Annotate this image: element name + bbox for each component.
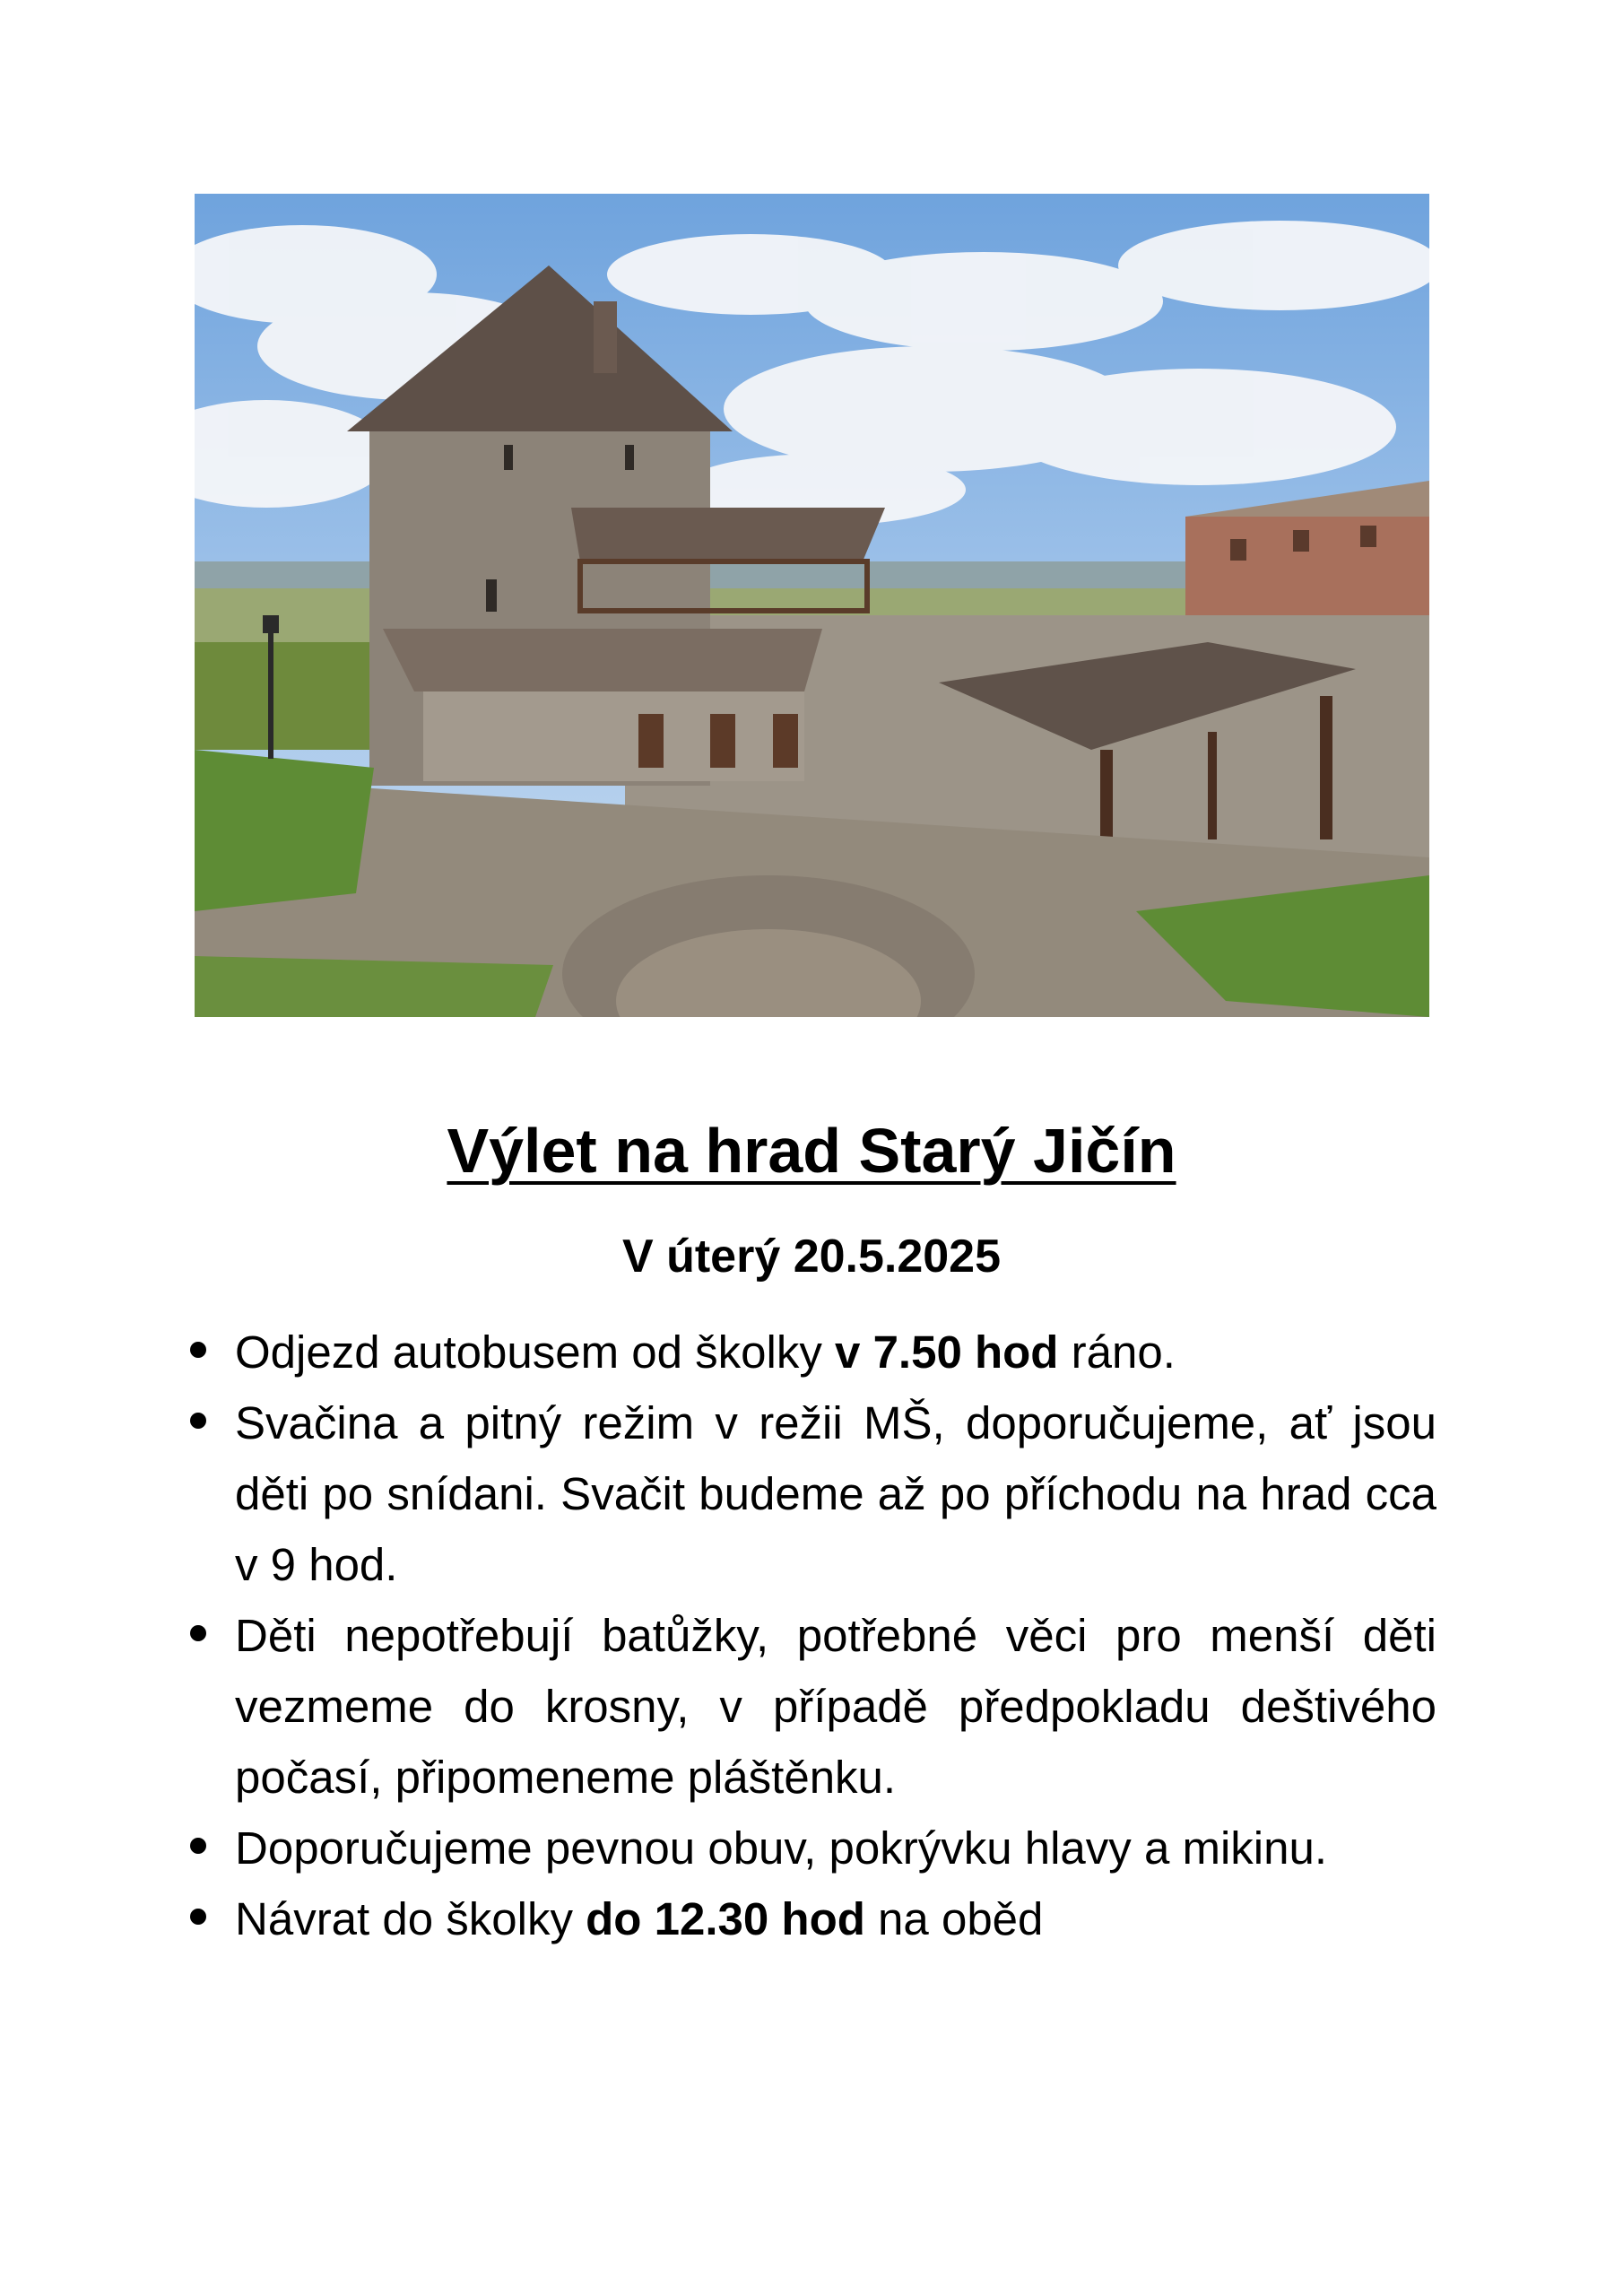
list-item <box>235 1317 1436 1387</box>
bullet-dot-icon <box>190 1838 206 1854</box>
list-item-text: ráno. <box>1058 1326 1176 1378</box>
flyer-date: V úterý 20.5.2025 <box>621 1231 1002 1283</box>
castle-photo <box>195 194 1429 1017</box>
list-item <box>235 1813 1436 1883</box>
bullet-dot-icon <box>190 1909 206 1925</box>
list-item-text: Návrat do školky <box>235 1893 586 1944</box>
list-item <box>235 1387 1436 1600</box>
list-item-text: Doporučujeme pevnou obuv, pokrývku hlavy a mikinu. <box>235 1822 1328 1874</box>
bullet-dot-icon <box>190 1342 206 1358</box>
bullet-dot-icon <box>190 1413 206 1429</box>
list-item-text: Odjezd autobusem od školky <box>235 1326 836 1378</box>
list-item-bold: v 7.50 hod <box>835 1326 1059 1378</box>
bullet-dot-icon <box>190 1625 206 1641</box>
list-item <box>235 1883 1436 1954</box>
flyer-title: Výlet na hrad Starý Jičín <box>447 1116 1176 1186</box>
list-item-text: na oběd <box>864 1893 1044 1944</box>
list-item-text: Svačina a pitný režim v režii MŠ, doporučujeme, ať jsou děti po snídani. Svačit budeme až po příchodu na hrad cca v 9 hod. <box>235 1397 1436 1590</box>
list-item-bold: do 12.30 hod <box>586 1893 865 1944</box>
info-list <box>235 1317 1436 1954</box>
list-item-text: Děti nepotřebují batůžky, potřebné věci pro menší děti vezmeme do krosny, v případě předpokladu deštivého počasí, připomeneme pláštěnku. <box>235 1610 1436 1803</box>
list-item <box>235 1600 1436 1813</box>
